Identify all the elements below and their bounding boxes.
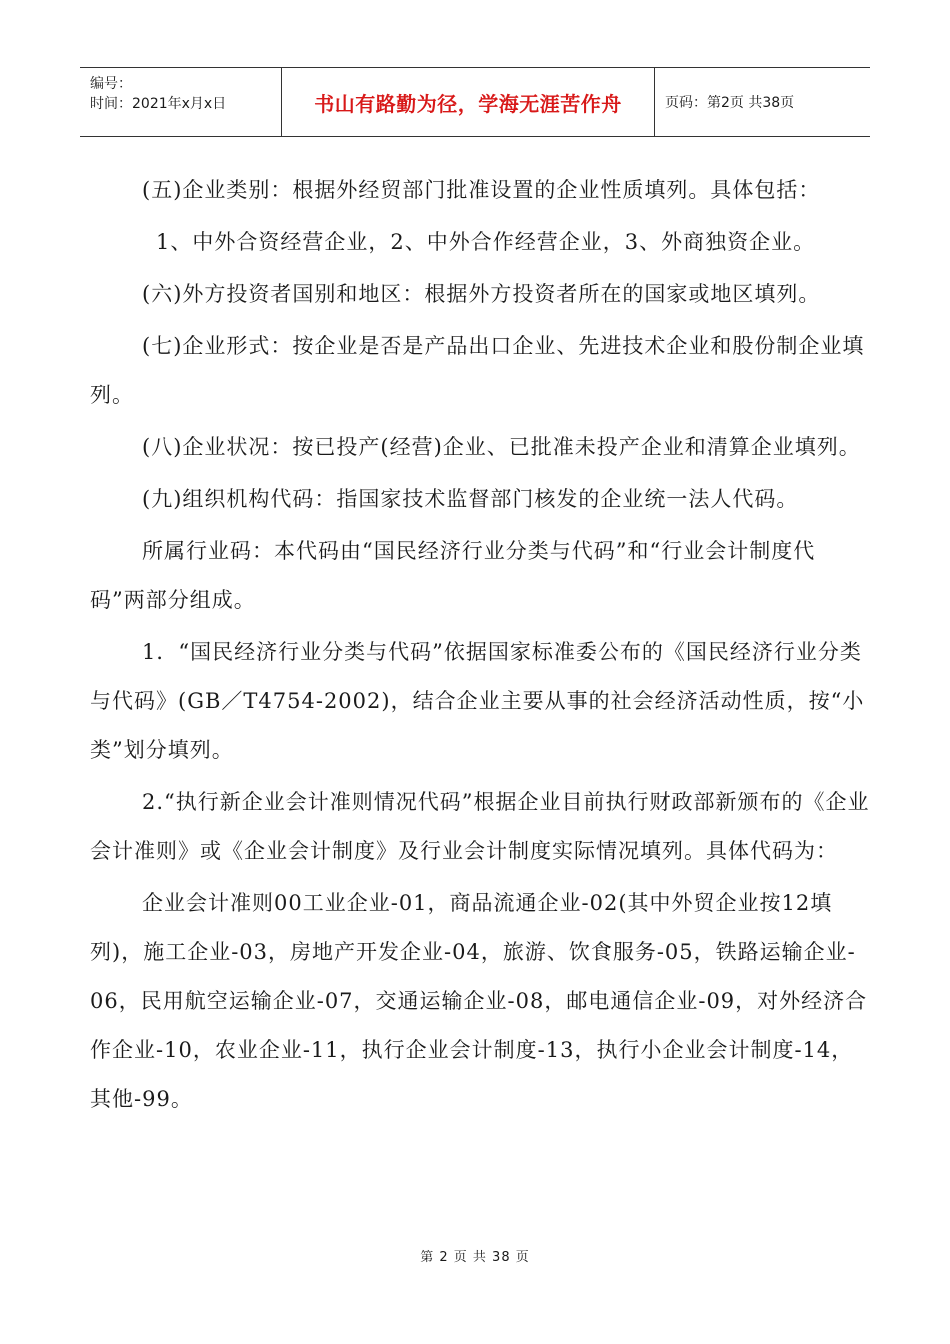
paragraph-investor-country: (六)外方投资者国别和地区：根据外方投资者所在的国家或地区填列。: [142, 282, 821, 306]
paragraph-accounting-standards: 2.“执行新企业会计准则情况代码”根据企业目前执行财政部新颁布的《企业会计准则》或《企业会计制度》及行业会计制度实际情况填列。具体代码为：: [90, 790, 870, 863]
paragraph-industry-code: 所属行业码：本代码由“国民经济行业分类与代码”和“行业会计制度代码”两部分组成。: [90, 539, 816, 612]
page-footer: 第 2 页 共 38 页: [420, 1250, 530, 1265]
page-header: [80, 67, 870, 137]
paragraph-enterprise-category: (五)企业类别：根据外经贸部门批准设置的企业性质填列。具体包括：: [142, 178, 821, 202]
document-date: 时间：2021年x月x日: [90, 96, 227, 112]
document-body: [90, 166, 870, 1127]
document-number-label: 编号：: [90, 76, 132, 92]
header-meta: [80, 68, 282, 136]
paragraph-enterprise-status: (八)企业状况：按已投产(经营)企业、已批准未投产企业和清算企业填列。: [142, 435, 861, 459]
header-motto: 书山有路勤为径，学海无涯苦作舟: [282, 68, 655, 136]
paragraph-enterprise-form: (七)企业形式：按企业是否是产品出口企业、先进技术企业和股份制企业填列。: [90, 334, 865, 407]
paragraph-enterprise-types: 1、中外合资经营企业，2、中外合作经营企业，3、外商独资企业。: [156, 230, 816, 254]
paragraph-national-classification: 1．“国民经济行业分类与代码”依据国家标准委公布的《国民经济行业分类与代码》(GB／T4754-2002)，结合企业主要从事的社会经济活动性质，按“小类”划分填列。: [90, 640, 865, 762]
paragraph-organization-code: (九)组织机构代码：指国家技术监督部门核发的企业统一法人代码。: [142, 487, 799, 511]
paragraph-code-list: 企业会计准则00工业企业-01，商品流通企业-02(其中外贸企业按12填列)，施工企业-03，房地产开发企业-04，旅游、饮食服务-05，铁路运输企业-06，民用航空运输企业-07，交通运输企业-08，邮电通信企业-09，对外经济合作企业-10，农业企业-11，执行企业会计制度-13，执行小企业会计制度-14，其他-99。: [90, 891, 868, 1111]
header-page-info: 页码：第2页 共38页: [665, 95, 795, 111]
